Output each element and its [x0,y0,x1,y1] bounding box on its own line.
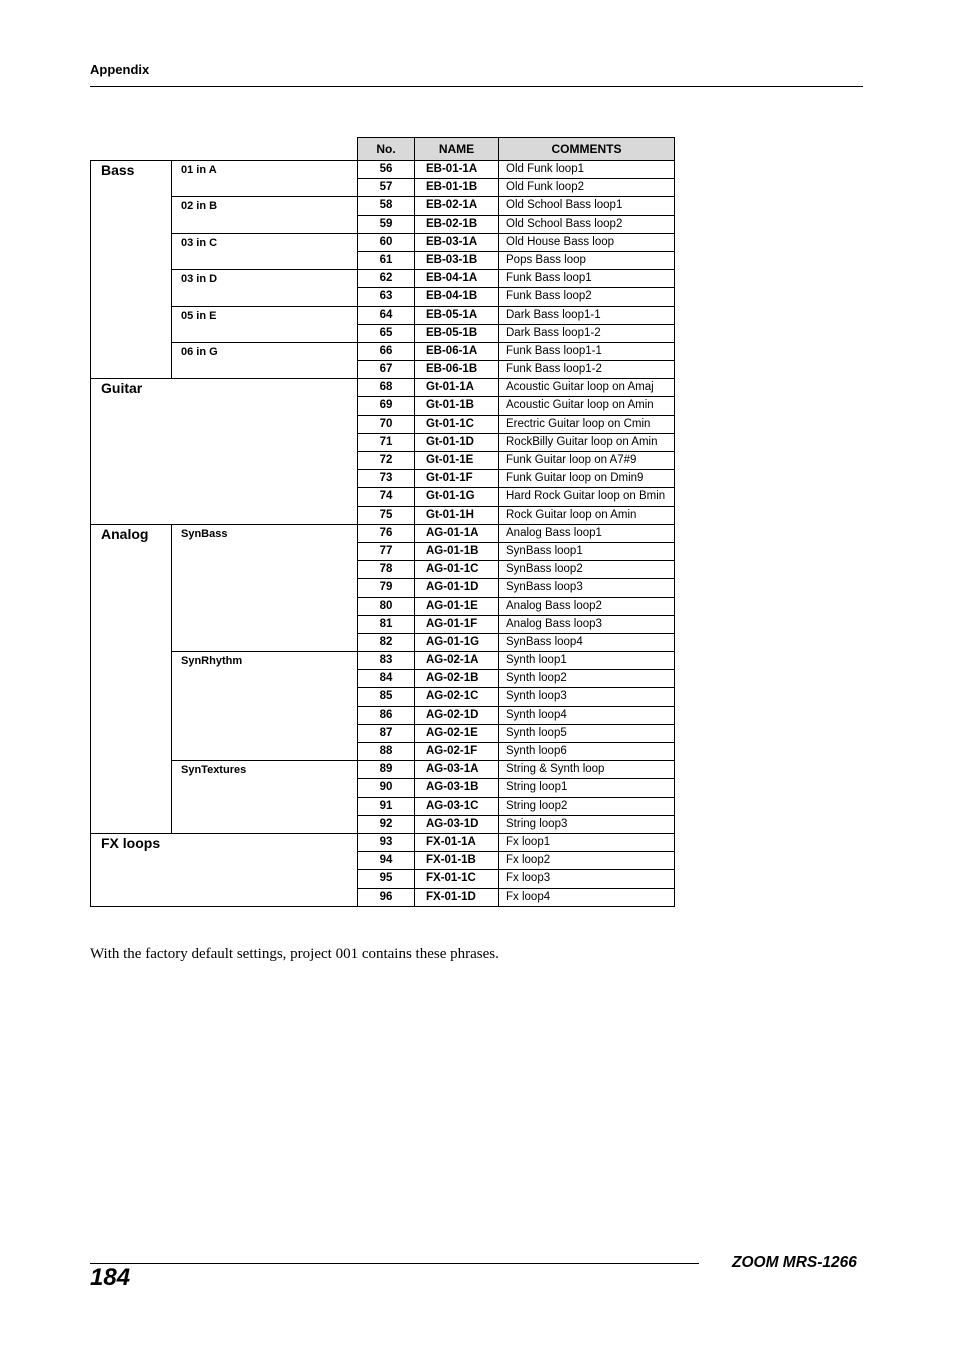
loop-comment-cell: Synth loop6 [499,743,675,761]
loop-comment-cell: Funk Bass loop1-1 [499,342,675,360]
loop-name-cell: FX-01-1B [415,852,499,870]
table-row [91,306,675,324]
loop-comment-cell: Funk Bass loop1-2 [499,361,675,379]
loop-number-cell: 78 [358,561,415,579]
loop-name-cell: AG-01-1G [415,633,499,651]
subcategory-cell: 06 in G [172,342,358,378]
loop-comment-cell: SynBass loop2 [499,561,675,579]
table-row [91,761,675,779]
table-row [91,161,675,179]
loop-number-cell: 77 [358,542,415,560]
loop-comment-cell: Funk Bass loop2 [499,288,675,306]
header-rule [90,86,863,87]
loop-name-cell: Gt-01-1F [415,470,499,488]
table-row [91,342,675,360]
loop-name-cell: AG-02-1D [415,706,499,724]
loop-number-cell: 57 [358,179,415,197]
table-row [91,652,675,670]
loop-comment-cell: Old School Bass loop1 [499,197,675,215]
loop-comment-cell: Fx loop4 [499,888,675,906]
loop-comment-cell: Fx loop1 [499,833,675,851]
subcategory-cell: 01 in A [172,161,358,197]
loop-name-cell: AG-03-1D [415,815,499,833]
loop-number-cell: 94 [358,852,415,870]
loop-comment-cell: Synth loop3 [499,688,675,706]
loop-number-cell: 85 [358,688,415,706]
subcategory-cell: SynBass [172,524,358,651]
loop-comment-cell: Acoustic Guitar loop on Amaj [499,379,675,397]
loop-comment-cell: RockBilly Guitar loop on Amin [499,433,675,451]
loop-number-cell: 93 [358,833,415,851]
subcategory-cell: 05 in E [172,306,358,342]
loop-number-cell: 67 [358,361,415,379]
loop-comment-cell: Funk Guitar loop on Dmin9 [499,470,675,488]
loop-comment-cell: Analog Bass loop1 [499,524,675,542]
loop-name-cell: AG-03-1C [415,797,499,815]
header-spacer [172,138,358,161]
loop-comment-cell: Fx loop3 [499,870,675,888]
loop-number-cell: 83 [358,652,415,670]
loop-comment-cell: Synth loop5 [499,724,675,742]
footer-rule [90,1263,699,1264]
loop-name-cell: AG-01-1D [415,579,499,597]
loop-number-cell: 71 [358,433,415,451]
loop-name-cell: EB-04-1B [415,288,499,306]
loop-number-cell: 88 [358,743,415,761]
loop-number-cell: 86 [358,706,415,724]
loop-number-cell: 72 [358,452,415,470]
loop-comment-cell: Old House Bass loop [499,233,675,251]
loop-comment-cell: SynBass loop3 [499,579,675,597]
loop-comment-cell: String loop1 [499,779,675,797]
loop-name-cell: EB-03-1B [415,251,499,269]
loop-name-cell: Gt-01-1G [415,488,499,506]
loop-name-cell: Gt-01-1A [415,379,499,397]
loop-comment-cell: Synth loop4 [499,706,675,724]
loop-name-cell: AG-01-1E [415,597,499,615]
loop-number-cell: 73 [358,470,415,488]
loop-comment-cell: Hard Rock Guitar loop on Bmin [499,488,675,506]
loop-name-cell: EB-05-1B [415,324,499,342]
loop-name-cell: AG-02-1E [415,724,499,742]
loop-comment-cell: SynBass loop4 [499,633,675,651]
loop-comment-cell: String & Synth loop [499,761,675,779]
loop-number-cell: 90 [358,779,415,797]
table-header-row [91,138,675,161]
loop-comment-cell: Fx loop2 [499,852,675,870]
loop-name-cell: EB-01-1A [415,161,499,179]
loop-number-cell: 79 [358,579,415,597]
loop-number-cell: 76 [358,524,415,542]
loop-number-cell: 69 [358,397,415,415]
loop-name-cell: EB-02-1B [415,215,499,233]
loop-comment-cell: Rock Guitar loop on Amin [499,506,675,524]
header-spacer [91,138,172,161]
loop-name-cell: Gt-01-1H [415,506,499,524]
loop-number-cell: 80 [358,597,415,615]
loop-name-cell: Gt-01-1C [415,415,499,433]
loop-number-cell: 58 [358,197,415,215]
loop-number-cell: 95 [358,870,415,888]
subcategory-cell: SynRhythm [172,652,358,761]
table-row [91,379,675,397]
loop-number-cell: 89 [358,761,415,779]
table-row [91,197,675,215]
category-cell: FX loops [91,833,358,906]
loop-comment-cell: Old Funk loop2 [499,179,675,197]
table-row [91,524,675,542]
loop-comment-cell: Old Funk loop1 [499,161,675,179]
loop-comment-cell: Pops Bass loop [499,251,675,269]
loop-name-cell: AG-02-1F [415,743,499,761]
loop-comment-cell: SynBass loop1 [499,542,675,560]
page-number: 184 [90,1264,131,1291]
loop-comment-cell: Analog Bass loop2 [499,597,675,615]
loop-name-cell: EB-06-1A [415,342,499,360]
loop-comment-cell: Dark Bass loop1-1 [499,306,675,324]
loop-name-cell: AG-01-1B [415,542,499,560]
loop-name-cell: FX-01-1D [415,888,499,906]
loop-number-cell: 59 [358,215,415,233]
loop-number-cell: 75 [358,506,415,524]
category-cell: Analog [91,524,172,833]
loop-number-cell: 63 [358,288,415,306]
loop-number-cell: 81 [358,615,415,633]
category-cell: Bass [91,161,172,379]
loop-number-cell: 56 [358,161,415,179]
loop-name-cell: EB-06-1B [415,361,499,379]
loop-number-cell: 74 [358,488,415,506]
table-row [91,233,675,251]
loop-comment-cell: String loop3 [499,815,675,833]
loop-number-cell: 60 [358,233,415,251]
loop-number-cell: 91 [358,797,415,815]
loop-comment-cell: Erectric Guitar loop on Cmin [499,415,675,433]
loop-name-cell: FX-01-1C [415,870,499,888]
loop-name-cell: Gt-01-1E [415,452,499,470]
loop-name-cell: AG-03-1B [415,779,499,797]
loop-name-cell: FX-01-1A [415,833,499,851]
loop-name-cell: AG-02-1A [415,652,499,670]
subcategory-cell: 03 in C [172,233,358,269]
loop-comment-cell: Funk Bass loop1 [499,270,675,288]
loop-comment-cell: Synth loop2 [499,670,675,688]
column-header-no: No. [358,138,415,161]
loop-name-cell: EB-01-1B [415,179,499,197]
loop-number-cell: 64 [358,306,415,324]
loop-number-cell: 96 [358,888,415,906]
loop-name-cell: AG-02-1C [415,688,499,706]
loop-comment-cell: Analog Bass loop3 [499,615,675,633]
table-row [91,270,675,288]
loop-name-cell: Gt-01-1D [415,433,499,451]
loop-number-cell: 66 [358,342,415,360]
loop-number-cell: 84 [358,670,415,688]
section-header: Appendix [90,62,150,77]
loop-number-cell: 87 [358,724,415,742]
subcategory-cell: 02 in B [172,197,358,233]
loop-name-cell: AG-03-1A [415,761,499,779]
loop-number-cell: 68 [358,379,415,397]
loop-number-cell: 61 [358,251,415,269]
loop-name-cell: EB-02-1A [415,197,499,215]
loop-comment-cell: Synth loop1 [499,652,675,670]
loop-comment-cell: Old School Bass loop2 [499,215,675,233]
column-header-name: NAME [415,138,499,161]
table-row [91,833,675,851]
loop-name-cell: AG-02-1B [415,670,499,688]
loop-number-cell: 70 [358,415,415,433]
loop-comment-cell: String loop2 [499,797,675,815]
loop-name-cell: EB-05-1A [415,306,499,324]
loop-number-cell: 92 [358,815,415,833]
loop-number-cell: 82 [358,633,415,651]
loop-name-cell: EB-04-1A [415,270,499,288]
loop-comment-cell: Acoustic Guitar loop on Amin [499,397,675,415]
subcategory-cell: 03 in D [172,270,358,306]
loop-name-cell: Gt-01-1B [415,397,499,415]
loop-number-cell: 65 [358,324,415,342]
loop-name-cell: AG-01-1C [415,561,499,579]
table-caption: With the factory default settings, project 001 contains these phrases. [90,946,499,962]
subcategory-cell: SynTextures [172,761,358,834]
product-name: ZOOM MRS-1266 [732,1254,857,1271]
loop-number-cell: 62 [358,270,415,288]
column-header-comments: COMMENTS [499,138,675,161]
loop-name-cell: AG-01-1F [415,615,499,633]
loop-name-cell: EB-03-1A [415,233,499,251]
category-cell: Guitar [91,379,358,525]
loop-comment-cell: Dark Bass loop1-2 [499,324,675,342]
loop-comment-cell: Funk Guitar loop on A7#9 [499,452,675,470]
audio-loop-table [90,137,675,907]
loop-name-cell: AG-01-1A [415,524,499,542]
